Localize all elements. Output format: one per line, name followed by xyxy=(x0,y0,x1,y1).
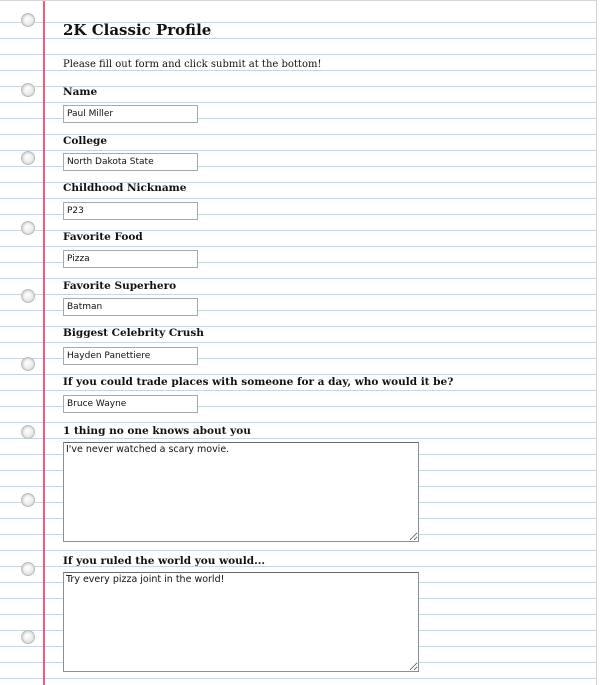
binder-hole xyxy=(21,221,35,235)
favorite-food-label: Favorite Food xyxy=(63,231,143,243)
nickname-field[interactable] xyxy=(63,202,198,220)
name-field[interactable] xyxy=(63,105,198,123)
celebrity-crush-label: Biggest Celebrity Crush xyxy=(63,327,204,339)
binder-hole xyxy=(21,562,35,576)
favorite-superhero-label: Favorite Superhero xyxy=(63,280,177,292)
celebrity-crush-field[interactable] xyxy=(63,347,198,365)
binder-hole xyxy=(21,630,35,644)
rule-world-label: If you ruled the world you would... xyxy=(63,555,266,567)
page-title: 2K Classic Profile xyxy=(63,21,212,39)
trade-places-label: If you could trade places with someone for a day, who would it be? xyxy=(63,376,454,388)
college-field[interactable] xyxy=(63,153,198,171)
margin-line xyxy=(43,1,45,685)
college-label: College xyxy=(63,135,108,147)
favorite-food-field[interactable] xyxy=(63,250,198,268)
trade-places-field[interactable] xyxy=(63,395,198,413)
secret-textarea[interactable] xyxy=(63,442,419,542)
binder-hole xyxy=(21,425,35,439)
name-label: Name xyxy=(63,86,98,98)
binder-hole xyxy=(21,357,35,371)
binder-hole xyxy=(21,493,35,507)
favorite-superhero-field[interactable] xyxy=(63,298,198,316)
binder-hole xyxy=(21,151,35,165)
binder-hole xyxy=(21,13,35,27)
nickname-label: Childhood Nickname xyxy=(63,182,187,194)
rule-world-textarea[interactable] xyxy=(63,572,419,672)
binder-hole xyxy=(21,83,35,97)
intro-text: Please fill out form and click submit at the bottom! xyxy=(63,59,322,70)
binder-hole xyxy=(21,289,35,303)
secret-label: 1 thing no one knows about you xyxy=(63,425,251,437)
